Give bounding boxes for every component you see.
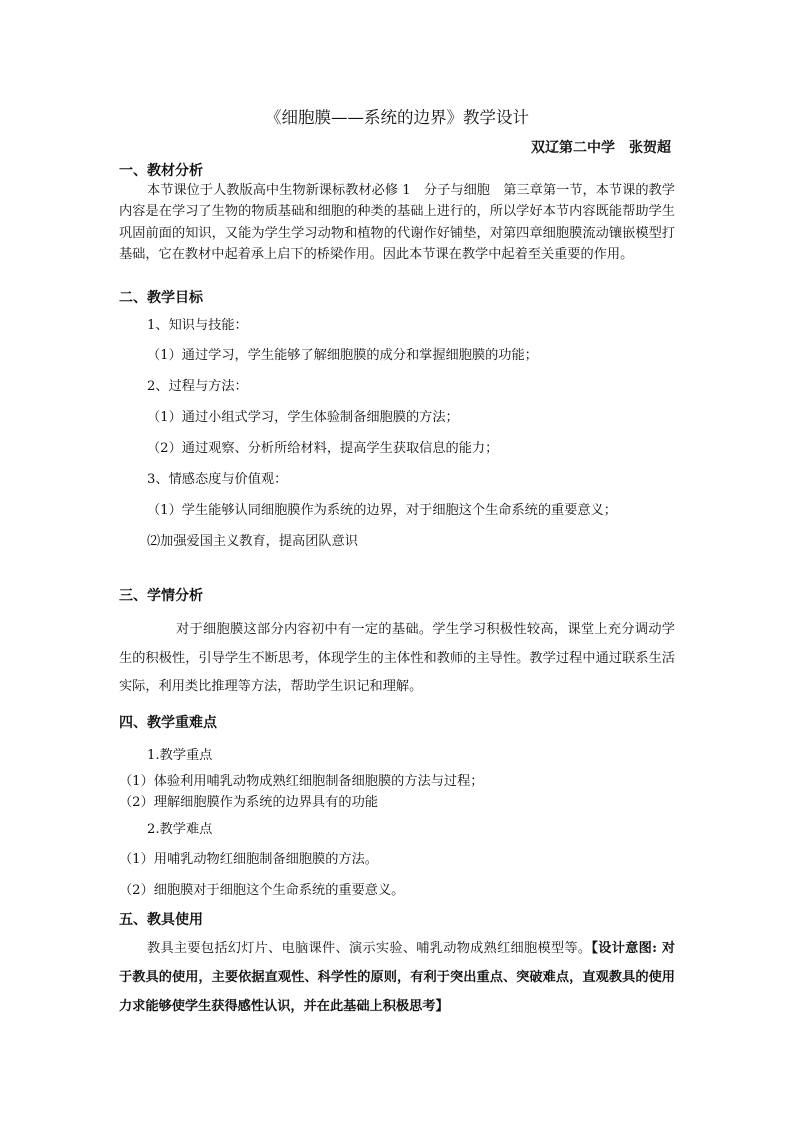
objective-process-item-2: （2）通过观察、分析所给材料，提高学生获取信息的能力； bbox=[147, 441, 499, 456]
objective-emotion-item-2: ⑵加强爱国主义教育，提高团队意识 bbox=[147, 534, 358, 549]
section-heading-student-analysis: 三、学情分析 bbox=[119, 588, 203, 604]
section-heading-key-points: 四、教学重难点 bbox=[119, 715, 217, 731]
objective-emotion-label: 3、情感态度与价值观： bbox=[147, 472, 288, 487]
key-points-label: 1.教学重点 bbox=[147, 748, 213, 763]
section-heading-teaching-objectives: 二、教学目标 bbox=[119, 290, 203, 306]
teaching-aids-text: 教具主要包括幻灯片、电脑课件、演示实验、哺乳动物成熟红细胞模型等。 bbox=[147, 941, 592, 956]
objective-emotion-item-1: （1）学生能够认同细胞膜作为系统的边界，对于细胞这个生命系统的重要意义； bbox=[147, 503, 617, 518]
student-analysis-paragraph: 对于细胞膜这部分内容初中有一定的基础。学生学习积极性较高，课堂上充分调动学生的积极性，引导学生不断思考，体现学生的主体性和教师的主导性。教学过程中通过联系生活实际，利用类比推理等方法，帮助学生识记和理解。 bbox=[119, 622, 675, 694]
teaching-aids-paragraph bbox=[119, 934, 675, 1021]
key-point-item-2: （2）理解细胞膜作为系统的边界具有的功能 bbox=[119, 795, 378, 810]
section-heading-teaching-aids: 五、教具使用 bbox=[119, 912, 203, 928]
objective-process-label: 2、过程与方法： bbox=[147, 379, 248, 394]
document-title: 《细胞膜——系统的边界》教学设计 bbox=[265, 108, 529, 127]
key-point-item-1: （1）体验利用哺乳动物成熟红细胞制备细胞膜的方法与过程； bbox=[119, 774, 484, 789]
design-intent-text: 【设计意图: 对于教具的使用，主要依据直观性、科学性的原则，有利于突出重点、突破难点，直观教具的使用力求能够使学生获得感性认识，并在此基础上积极思考】 bbox=[119, 941, 676, 1014]
objective-process-item-1: （1）通过小组式学习，学生体验制备细胞膜的方法； bbox=[147, 410, 459, 425]
textbook-analysis-paragraph: 本节课位于人教版高中生物新课标教材必修 1 分子与细胞 第三章第一节，本节课的教学内容是在学习了生物的物质基础和细胞的种类的基础上进行的，所以学好本节内容既能帮助学生巩固前面的知识，又能为学生学习动物和植物的代谢作好铺垫，对第四章细胞膜流动镶嵌模型打基础，它在教材中起着承上启下的桥梁作用。因此本节课在教学中起着至关重要的作用。 bbox=[119, 183, 675, 262]
section-heading-textbook-analysis: 一、教材分析 bbox=[119, 163, 203, 179]
difficult-point-item-1: （1）用哺乳动物红细胞制备细胞膜的方法。 bbox=[119, 852, 378, 867]
difficult-points-label: 2.教学难点 bbox=[147, 822, 213, 837]
objective-knowledge-item-1: （1）通过学习，学生能够了解细胞膜的成分和掌握细胞膜的功能； bbox=[147, 348, 538, 363]
objective-knowledge-label: 1、知识与技能： bbox=[147, 318, 248, 333]
difficult-point-item-2: （2）细胞膜对于细胞这个生命系统的重要意义。 bbox=[119, 883, 405, 898]
author-line: 双辽第二中学 张贺超 bbox=[531, 140, 671, 156]
